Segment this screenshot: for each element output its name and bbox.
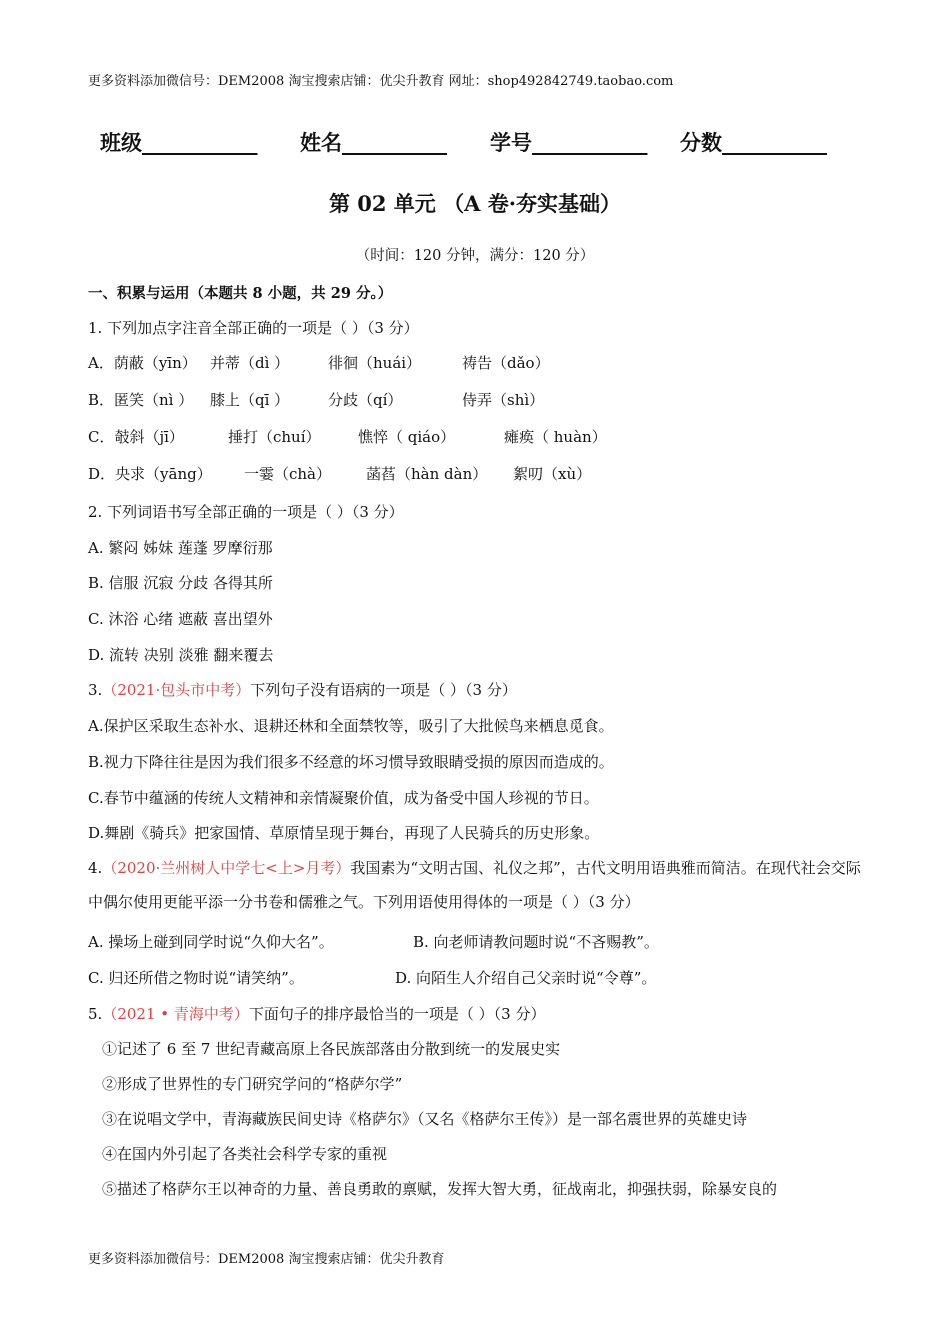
q2-option-a: A. 繁闷 姊妹 莲蓬 罗摩衍那 — [88, 539, 273, 557]
score-field: 分数__________ — [680, 130, 827, 155]
q5-item-1: ①记述了 6 至 7 世纪青藏高原上各民族部落由分散到统一的发展史实 — [102, 1040, 561, 1058]
name-field: 姓名__________ — [300, 130, 447, 155]
q3-option-b: B.视力下降往往是因为我们很多不经意的坏习惯导致眼睛受损的原因而造成的。 — [88, 753, 614, 771]
q1-option-b: B．匿笑（nì ） 膝上（qī ） 分歧（qí） 侍弄（shì） — [88, 391, 545, 409]
q5-item-3: ③在说唱文学中，青海藏族民间史诗《格萨尔》（又名《格萨尔王传》）是一部名震世界的英雄史诗 — [102, 1110, 748, 1128]
q3-source: （2021·包头市中考） — [102, 681, 251, 699]
page-footer: 更多资料添加微信号：DEM2008 淘宝搜索店铺：优尖升教育 — [88, 1252, 445, 1267]
page-header: 更多资料添加微信号：DEM2008 淘宝搜索店铺：优尖升教育 网址：shop492842749.taobao.com — [88, 74, 674, 89]
q4-options-row-1: A. 操场上碰到同学时说“久仰大名”。 B. 向老师请教问题时说“不吝赐教”。 — [88, 933, 659, 951]
q5-source: （2021 • 青海中考） — [102, 1005, 249, 1023]
q1-option-c: C．攲斜（jī） 捶打（chuí） 憔悴（ qiáo） 瘫痪（ huàn） — [88, 428, 607, 446]
q3-stem: 3.（2021·包头市中考）下列句子没有语病的一项是（ ）（3 分） — [88, 681, 517, 699]
q1-option-d: D．央求（yāng） 一霎（chà） 菡萏（hàn dàn） 絮叨（xù） — [88, 465, 592, 483]
q2-option-c: C. 沐浴 心绪 遮蔽 喜出望外 — [88, 610, 273, 628]
page-title: 第 02 单元 （A 卷·夯实基础） — [328, 191, 622, 216]
q5-item-5: ⑤描述了格萨尔王以神奇的力量、善良勇敢的禀赋，发挥大智大勇，征战南北，抑强扶弱，除暴安良的 — [102, 1180, 778, 1198]
q1-option-a: A．荫蔽（yīn） 并蒂（dì ） 徘徊（huái） 祷告（dǎo） — [88, 354, 550, 372]
exam-subtitle: （时间：120 分钟，满分：120 分） — [355, 248, 595, 264]
q3-option-c: C.春节中蕴涵的传统人文精神和亲情凝聚价值，成为备受中国人珍视的节日。 — [88, 789, 599, 807]
q3-option-d: D.舞剧《骑兵》把家国情、草原情呈现于舞台，再现了人民骑兵的历史形象。 — [88, 824, 600, 842]
student-number-field: 学号___________ — [490, 130, 648, 155]
q2-option-b: B. 信服 沉寂 分歧 各得其所 — [88, 574, 273, 592]
q4-stem: 4.（2020·兰州树人中学七<上>月考）我国素为“文明古国、礼仪之邦”，古代文明用语典雅而简洁。在现代社会交际中偶尔使用更能平添一分书卷和儒雅之气。下列用语使用得体的一项是（ ）（3 分） — [88, 859, 861, 911]
student-info-row — [100, 127, 850, 157]
q5-item-4: ④在国内外引起了各类社会科学专家的重视 — [102, 1145, 388, 1163]
class-field: 班级___________ — [100, 130, 258, 155]
q5-stem: 5.（2021 • 青海中考）下面句子的排序最恰当的一项是（ ）（3 分） — [88, 1005, 546, 1023]
q4-options-row-2: C. 归还所借之物时说“请笑纳”。 D. 向陌生人介绍自己父亲时说“令尊”。 — [88, 969, 657, 987]
q4-source: （2020·兰州树人中学七<上>月考） — [102, 859, 351, 877]
q1-stem: 1. 下列加点字注音全部正确的一项是（ ）（3 分） — [88, 319, 419, 337]
q2-stem: 2. 下列词语书写全部正确的一项是（ ）（3 分） — [88, 503, 404, 521]
q2-option-d: D. 流转 决别 淡雅 翻来覆去 — [88, 646, 274, 664]
q3-option-a: A.保护区采取生态补水、退耕还林和全面禁牧等，吸引了大批候鸟来栖息觅食。 — [88, 717, 614, 735]
q5-item-2: ②形成了世界性的专门研究学问的“格萨尔学” — [102, 1075, 403, 1093]
section-heading: 一、积累与运用（本题共 8 小题，共 29 分。） — [88, 285, 393, 302]
